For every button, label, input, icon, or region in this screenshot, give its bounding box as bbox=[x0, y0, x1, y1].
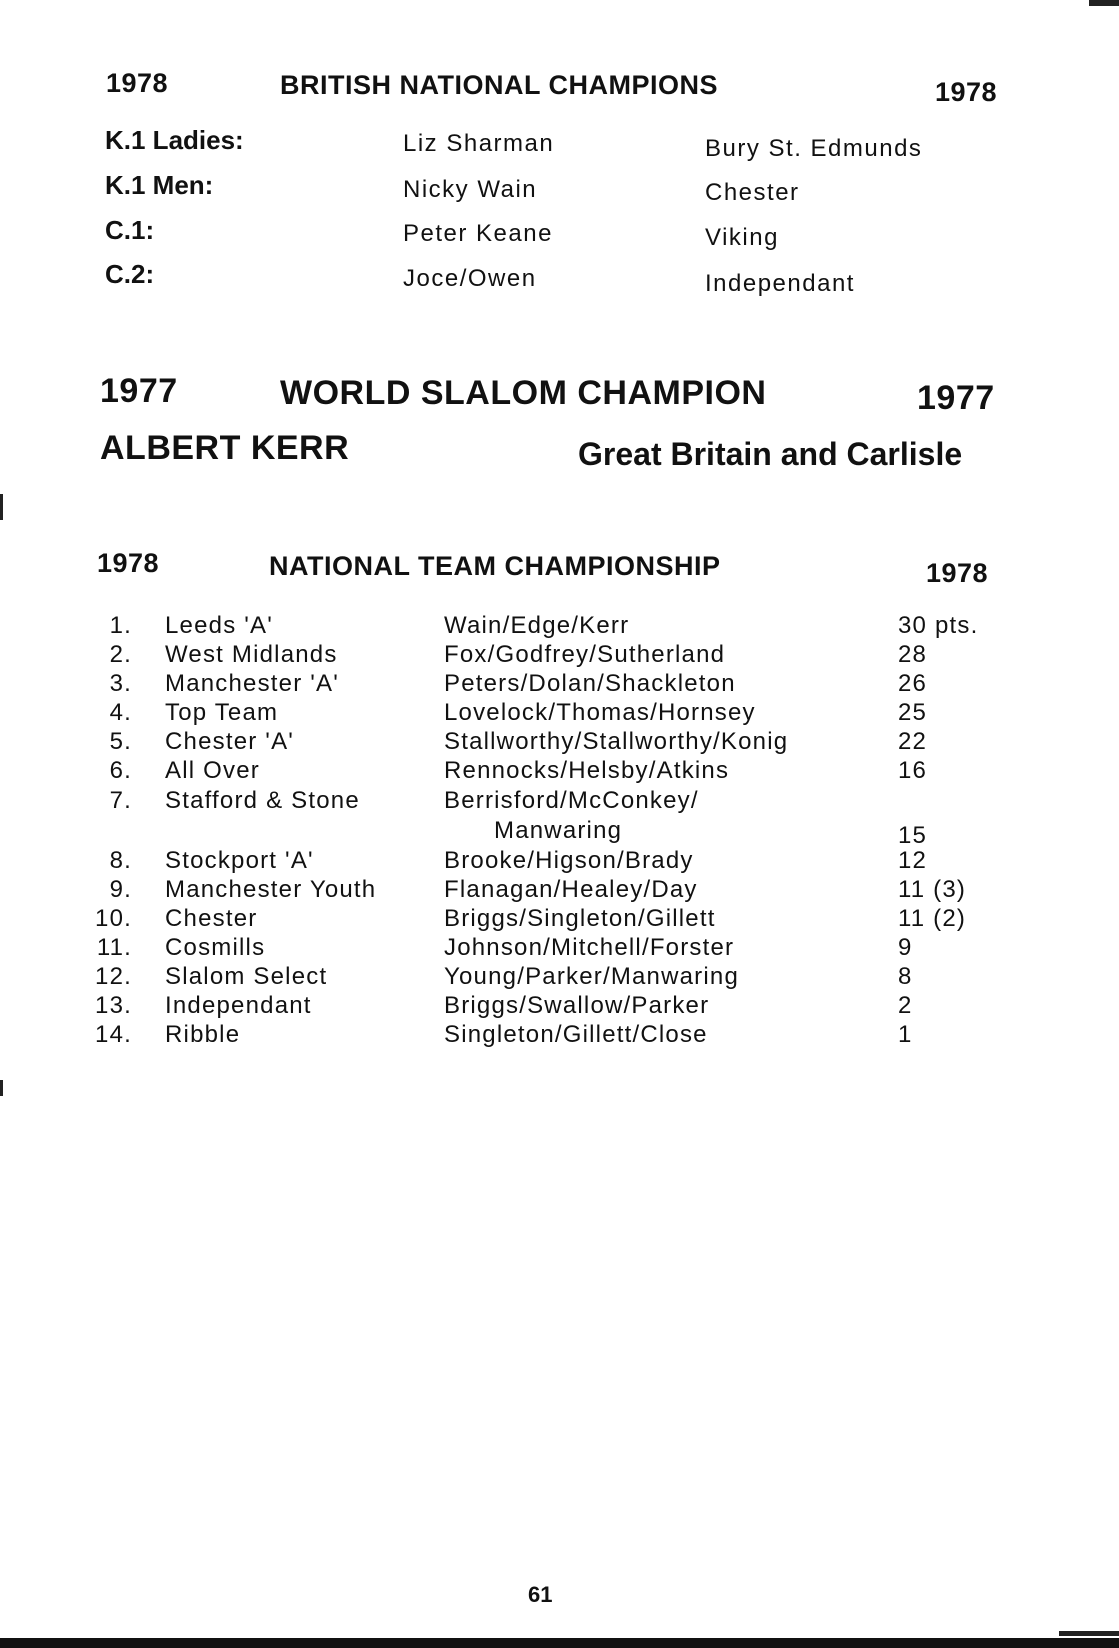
world-year-left: 1977 bbox=[100, 372, 178, 410]
team-members: Berrisford/McConkey/ bbox=[444, 787, 699, 814]
team-position: 11. bbox=[96, 934, 132, 961]
team-members: Johnson/Mitchell/Forster bbox=[444, 934, 735, 961]
scan-edge-mark bbox=[1059, 1631, 1119, 1636]
british-year-right: 1978 bbox=[935, 77, 998, 107]
team-name: Top Team bbox=[165, 699, 279, 726]
team-name: West Midlands bbox=[165, 641, 338, 668]
team-points: 25 bbox=[898, 699, 928, 726]
team-name: Chester 'A' bbox=[165, 728, 295, 755]
team-position: 12. bbox=[95, 963, 132, 990]
team-points: 2 bbox=[898, 992, 913, 1019]
british-row-club: Independant bbox=[705, 270, 855, 297]
team-position: 8. bbox=[109, 847, 132, 874]
team-name: Chester bbox=[165, 905, 258, 932]
team-points: 12 bbox=[898, 847, 928, 874]
team-members: Wain/Edge/Kerr bbox=[444, 612, 630, 639]
team-points: 11 (2) bbox=[898, 905, 967, 932]
team-members: Briggs/Singleton/Gillett bbox=[444, 905, 716, 932]
world-year-right: 1977 bbox=[917, 379, 995, 417]
team-name: All Over bbox=[165, 757, 260, 784]
team-name: Slalom Select bbox=[165, 963, 328, 990]
british-row-club: Viking bbox=[705, 224, 779, 251]
team-members: Rennocks/Helsby/Atkins bbox=[444, 757, 730, 784]
team-position: 1. bbox=[109, 612, 132, 639]
team-name: Cosmills bbox=[165, 934, 266, 961]
world-champion-name: ALBERT KERR bbox=[100, 429, 350, 467]
team-position: 10. bbox=[95, 905, 132, 932]
team-points: 9 bbox=[898, 934, 913, 961]
team-members: Flanagan/Healey/Day bbox=[444, 876, 698, 903]
team-position: 14. bbox=[95, 1021, 132, 1048]
team-name: Manchester Youth bbox=[165, 876, 377, 903]
british-row-club: Chester bbox=[705, 179, 800, 206]
british-year-left: 1978 bbox=[106, 68, 169, 98]
team-position: 7. bbox=[109, 787, 132, 814]
team-name: Leeds 'A' bbox=[165, 612, 274, 639]
british-row-label: K.1 Ladies: bbox=[105, 125, 244, 155]
british-row-club: Bury St. Edmunds bbox=[705, 135, 923, 162]
team-position: 5. bbox=[109, 728, 132, 755]
british-row-label: C.2: bbox=[105, 259, 155, 289]
team-position: 2. bbox=[109, 641, 132, 668]
team-points: 26 bbox=[898, 670, 928, 697]
british-title: BRITISH NATIONAL CHAMPIONS bbox=[280, 70, 718, 100]
team-members: Stallworthy/Stallworthy/Konig bbox=[444, 728, 789, 755]
scan-edge-mark bbox=[1089, 0, 1119, 6]
team-members-continued: Manwaring bbox=[494, 817, 623, 844]
team-points: 8 bbox=[898, 963, 913, 990]
team-members: Peters/Dolan/Shackleton bbox=[444, 670, 736, 697]
british-row-name: Joce/Owen bbox=[403, 265, 537, 292]
team-year-right: 1978 bbox=[926, 558, 989, 588]
team-points: 1 bbox=[898, 1021, 913, 1048]
team-position: 13. bbox=[95, 992, 132, 1019]
team-position: 4. bbox=[109, 699, 132, 726]
team-points: 22 bbox=[898, 728, 928, 755]
team-points: 30 pts. bbox=[898, 612, 979, 639]
team-name: Manchester 'A' bbox=[165, 670, 340, 697]
team-members: Young/Parker/Manwaring bbox=[444, 963, 740, 990]
team-name: Independant bbox=[165, 992, 312, 1019]
team-name: Stafford & Stone bbox=[165, 787, 360, 814]
team-members: Singleton/Gillett/Close bbox=[444, 1021, 708, 1048]
team-position: 9. bbox=[109, 876, 132, 903]
team-points: 11 (3) bbox=[898, 876, 967, 903]
team-position: 6. bbox=[109, 757, 132, 784]
british-row-name: Nicky Wain bbox=[403, 176, 538, 203]
team-members: Fox/Godfrey/Sutherland bbox=[444, 641, 726, 668]
team-points: 28 bbox=[898, 641, 928, 668]
world-champion-country: Great Britain and Carlisle bbox=[578, 436, 963, 472]
team-members: Briggs/Swallow/Parker bbox=[444, 992, 710, 1019]
team-name: Ribble bbox=[165, 1021, 241, 1048]
british-row-name: Peter Keane bbox=[403, 220, 553, 247]
british-row-label: C.1: bbox=[105, 215, 155, 245]
british-row-label: K.1 Men: bbox=[105, 170, 214, 200]
team-title: NATIONAL TEAM CHAMPIONSHIP bbox=[269, 551, 721, 581]
team-members: Lovelock/Thomas/Hornsey bbox=[444, 699, 756, 726]
scan-edge-mark bbox=[0, 494, 3, 520]
scan-edge-mark bbox=[0, 1080, 3, 1096]
team-members: Brooke/Higson/Brady bbox=[444, 847, 694, 874]
team-points: 15 bbox=[898, 822, 928, 849]
scan-edge-bottom bbox=[0, 1638, 1119, 1648]
team-points: 16 bbox=[898, 757, 928, 784]
team-name: Stockport 'A' bbox=[165, 847, 314, 874]
page-number: 61 bbox=[528, 1582, 553, 1607]
world-title: WORLD SLALOM CHAMPION bbox=[280, 374, 767, 412]
team-year-left: 1978 bbox=[97, 548, 160, 578]
british-row-name: Liz Sharman bbox=[403, 130, 555, 157]
team-position: 3. bbox=[109, 670, 132, 697]
